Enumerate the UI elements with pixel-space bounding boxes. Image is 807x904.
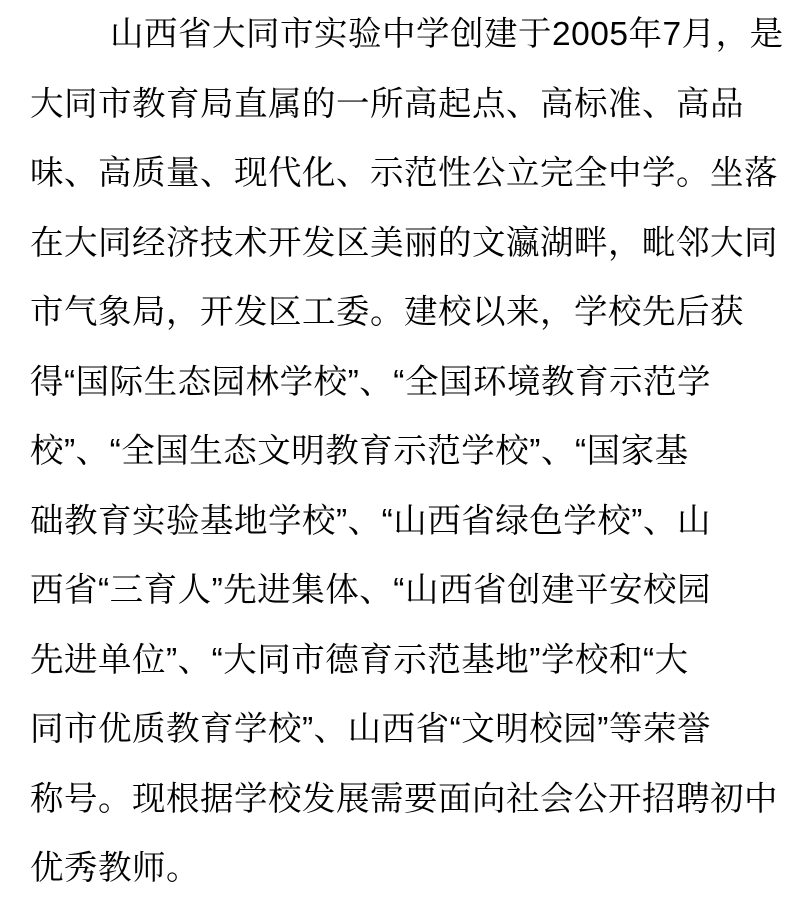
text-line: 同市优质教育学校”、山西省“文明校园”等荣誉 <box>30 711 711 748</box>
text-line: 味、高质量、现代化、示范性公立完全中学。坐落 <box>30 155 778 192</box>
text-line: 校”、“全国生态文明教育示范学校”、“国家基 <box>30 433 689 470</box>
text-line: 市气象局，开发区工委。建校以来，学校先后获 <box>30 294 744 331</box>
text-line: 先进单位”、“大同市德育示范基地”学校和“大 <box>30 641 689 679</box>
text-line: 础教育实验基地学校”、“山西省绿色学校”、山 <box>30 502 711 540</box>
text-line: 得“国际生态园林学校”、“全国环境教育示范学 <box>30 363 711 401</box>
text-line: 优秀教师。 <box>30 850 200 887</box>
text-line: 称号。现根据学校发展需要面向社会公开招聘初中 <box>30 780 778 818</box>
text-line: 在大同经济技术开发区美丽的文瀛湖畔，毗邻大同 <box>30 224 778 262</box>
text-line: 大同市教育局直属的一所高起点、高标准、高品 <box>30 85 744 123</box>
text-line: 西省“三育人”先进集体、“山西省创建平安校园 <box>30 572 711 609</box>
text-line: 山西省大同市实验中学创建于2005年7月，是 <box>110 16 784 53</box>
